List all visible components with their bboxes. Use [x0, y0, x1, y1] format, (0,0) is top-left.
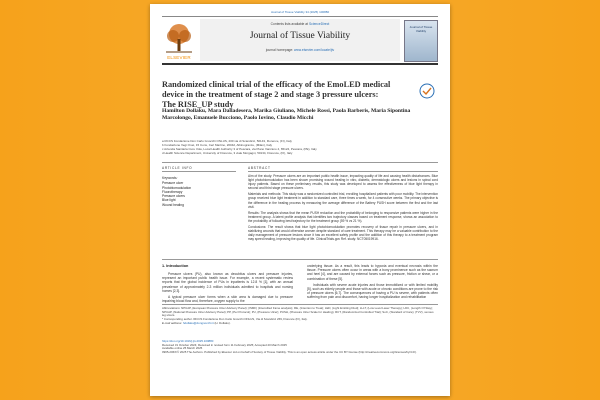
availability-prefix: Contents lists available at — [270, 22, 309, 26]
publisher-name: ELSEVIER — [167, 55, 191, 60]
intro-column-right — [307, 264, 438, 302]
journal-header — [162, 16, 438, 65]
abstract-heading: ABSTRACT — [248, 166, 271, 170]
intro-paragraph: A typical pressure ulcer forms when a skin area is damaged due to pressure impairing blood flow and, therefore, oxygen supply to the — [162, 295, 293, 304]
abstract-paragraph: Aim of the study: Pressure ulcers are an important public health issue, impacting quality of life and causing health disturbances. Blue light photobiomodulation has been shown promising wound healing in vitro, diabetic, dermatologic ulcers and lesions in spinal cord injury patients. Based on these preliminary results, this study was developed to assess the effectiveness of blue light therapy in second and third stage pressure ulcers. — [248, 174, 438, 191]
keyword: Blue light — [162, 198, 176, 203]
cover-title: Journal of Tissue Viability — [409, 25, 433, 33]
abstract-paragraph: Results: The analysis shows that the mean PUSH reduction and the probability of belonging to responsive patients were higher in the treatment group. A latent profile analysis that identifies two trajectory classes based on treatment response, shows an association to the probability of following best trajectory for the treatment group (59 % vs 21 %). — [248, 210, 438, 223]
affiliation: c Azienda Sanitaria Cure Vola, Local Health Authority 3 of Pescara, via Piano Vanzano 4, 65124, Pescara, (PE), Italy — [162, 146, 317, 151]
abstract-text — [248, 174, 438, 243]
homepage-link[interactable]: www.elsevier.com/locate/jtv — [294, 48, 335, 52]
intro-column-left — [162, 272, 293, 305]
keyword: Wound healing — [162, 202, 184, 207]
availability-line — [200, 22, 400, 26]
journal-cover-thumbnail — [404, 20, 438, 62]
abstract-paragraph: Materials and methods: This study was a randomized controlled trial, enrolling hospitalized patients with poor mobility. The intervention group received blue light treatment in addition to standard care, three times a week, for 4 consecutive weeks. The primary objective is the difference in the healing process by measuring the average difference of the Battery PUSH score between the first and the last visit. — [248, 192, 438, 209]
affiliation: d Health Science Department, University of Florence, 3 viale Morgagni, 50134, Florence, (FI), Italy — [162, 150, 293, 155]
homepage-prefix: journal homepage: — [265, 48, 294, 52]
journal-homepage-line — [200, 48, 400, 52]
abstract-paragraph: Conclusions: The result shows that blue light photobiomodulation promotes recovery of tissue repair in pressure ulcers, and in stabilizing wounds that would otherwise worsen despite standard of care treatment. This therapy may be a valuable contribution to the daily management of pressure lesions since it has an excellent safety profile and the addition of this therapy to a treatment program may speed healing, improving the quality of life. ClinicalTrials.gov Ref. study: NCT05019916. — [248, 225, 438, 242]
abbreviations-footnote: Abbreviations: NPUAP, (European Pressure Ulcer Advisory Panel); (ISMF) (Intensified frame analysis); RE, (Intention to Treat); LED, (Light Emitting Diod); LLLT, (Low Level Laser Therapy); LDC, (Longth Of Stay); NPUAP, (National Pressure Ulcer Advisory Panel); PP, (Per Protocol); PU, (Pressure Ulcer); PUSH, (Pressure Ulcer Scale for Healing); RCT, (Randomized Controlled Trial); SoC, (Standard of Care); (TVV), venous leg ulcers. — [162, 306, 434, 318]
affiliation: a RCCS Fondazione Don Carlo Gnocchi ONLUS, 200 via di Scandicci, 50143, Florence, (FI), Italy — [162, 139, 292, 143]
email-footnote — [162, 322, 438, 326]
publication-info — [162, 340, 438, 355]
introduction-heading: 1. Introduction — [162, 264, 189, 268]
email-link[interactable]: hdollaku@dongnocchi.it — [182, 320, 214, 325]
author-list: Hamilton Dollaku, Mara Dalladesera, Marika Giuliano, Michele Rossi, Paola Barberis, Maria Sipontina Marcolongo, Emanuele Bucciono, Paolo Iovino, Claudio Micchi — [162, 108, 411, 121]
issn-license: 0965-206X/© 2025 The Authors. Published by Elsevier Ltd on behalf of Society of Tissue Viability. This is an open access article under the CC BY license (http://creativecommons.org/licenses/by/4.0/). — [162, 350, 417, 355]
keyword: Pressure ulcer — [162, 181, 184, 186]
divider — [248, 171, 438, 172]
divider — [162, 162, 438, 163]
check-for-updates-icon[interactable] — [416, 82, 438, 100]
email-label: E-mail address: — [162, 320, 183, 325]
article-page — [150, 4, 450, 396]
intro-paragraph: Individuals with severe acute injuries and those immobilized or with limited mobility [5], such as elderly people and those with acute or chronic conditions are prone to the risk of pressure ulcers [6,7]. The consequences of having a PU is severe, with patients often suffering from pain and discomfort, having longer hospitalization and rehabilitation — [307, 282, 438, 300]
available-online: Available online 25 March 2025 — [162, 346, 203, 351]
article-info-heading: ARTICLE INFO — [162, 166, 193, 170]
email-suffix: (H. Dollaku). — [214, 320, 231, 325]
keyword: Pressure ulcers — [162, 194, 185, 199]
footnotes — [162, 304, 438, 326]
elsevier-tree-logo — [162, 21, 196, 59]
affiliations — [162, 140, 432, 156]
sciencedirect-link[interactable]: ScienceDirect — [308, 22, 330, 26]
keyword: Photobiomodulation — [162, 185, 192, 190]
article-title: Randomized clinical trial of the efficacy of the EmoLED medical device in the treatment of stage 2 and stage 3 pressure ulcers: The RISE_UP study — [162, 80, 391, 109]
received-dates: Received 31 October 2024; Received in revised form 11 February 2025; Accepted 20 March 2025 — [162, 342, 287, 347]
keyword: Fluorotherapy — [162, 189, 183, 194]
divider — [162, 259, 438, 260]
intro-paragraph: underlying tissue. As a result, this leads to hypoxia and eventual necrosis within the tissue. Pressure ulcers often occur in areas with a bony prominence such as the sacrum and heel [4], and are caused by external forces such as pressure, friction or shear, or a combination of these [5]. — [307, 264, 438, 281]
divider — [162, 171, 236, 172]
doi-link[interactable]: https://doi.org/10.1016/j.jtv.2025.100880 — [162, 339, 214, 343]
keywords-label: Keywords: — [162, 176, 178, 180]
affiliation: b Fondazione Vegi Onet, 15 Cons, Ceri Martino, 20042, Albinogranze, (Milan), Italy — [162, 142, 273, 147]
keywords-block — [162, 176, 232, 207]
corresponding-author-footnote: * Corresponding author. IRCCS Fondazione Don Carlo Gnocchi ONLUS, Via di Scandicci 269, Florence (FI), Italy. — [162, 317, 308, 322]
intro-paragraph: Pressure ulcers (PU), also known as decubitus ulcers and pressure injuries, represent an important public health issue. For example, a recent systematic review reports that the global incidence of PUs in inpatients is 12.8 % [1], with an annual prevalence of approximately 2-3 million individuals admitted to hospitals and nursing homes [2,3]. — [162, 272, 293, 293]
journal-title: Journal of Tissue Viability — [249, 31, 351, 41]
journal-banner — [200, 19, 400, 61]
journal-reference[interactable]: Journal of Tissue Viability 34 (2025) 100880 — [270, 10, 330, 14]
